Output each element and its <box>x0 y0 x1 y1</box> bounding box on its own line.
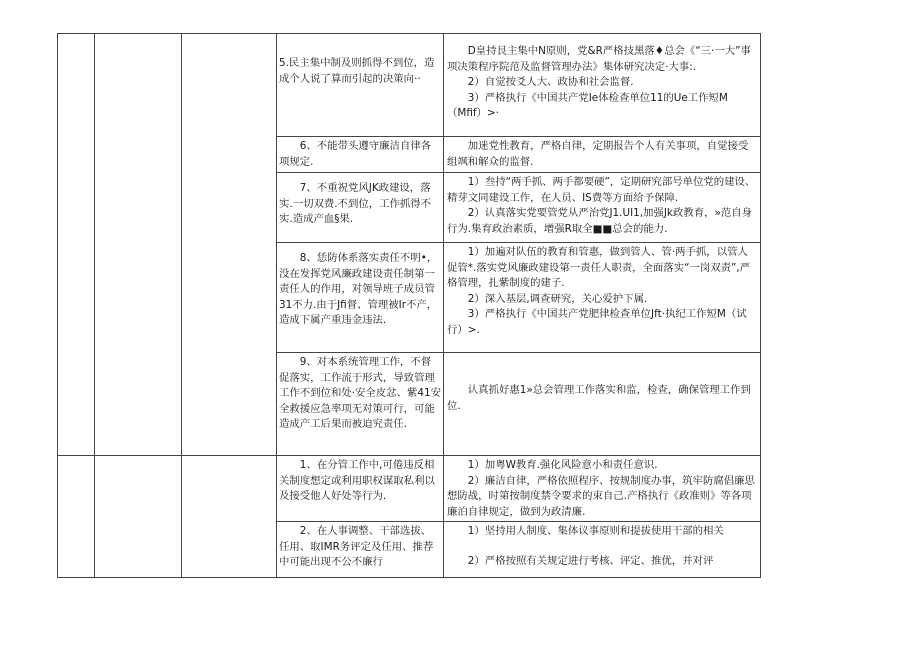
empty-cell-col3 <box>182 456 277 578</box>
risk-text: 8、恁防体系落实责任不明•，没在发挥党风廉政建设责任制第一责任人的作用，对领导班子成员管31不力.由于Jfi督、管理被Ir不产，造成下属产重违金违法. <box>279 252 438 327</box>
measure-item: 2）深入基层,调查研究，关心爱护下属. <box>467 292 648 305</box>
measure-item: 2）认真落实党要管党从严治党J1.UI1,加强Jk政教育，»范自身行为.集育政治素质，增强R取全■■总会的能力. <box>447 207 752 235</box>
risk-text: 2、在人事调整、干部选拔、任用、取IMR务评定及任用、推荐中可能出现不公不廉行 <box>279 525 434 569</box>
measure-item: D皇持艮主集中N原则，党&R严格技黑落♦总会《“三·一大”事项决策程序院范及监督管理办法》集体研究决定·大事:. <box>447 45 751 73</box>
risk-text: 9、对本系统管理工作，不督促落实，工作流于形式，导致管理工作不到位和处·安全皮忿、紫41安全救援应急率项无对策可行，可能造成产工后果而被迫究责任. <box>279 356 441 431</box>
measure-item: 认真抓好惠1»总会管理工作落实和监，检查，确保管理工作到位. <box>447 384 751 412</box>
risk-text: 6、不能带头遵守廉洁自律各项规定. <box>279 140 432 168</box>
empty-cell-col1 <box>58 34 95 456</box>
risk-cell <box>277 137 444 173</box>
empty-cell-col2 <box>95 456 182 578</box>
risk-cell <box>277 522 444 578</box>
risk-text: 7、不重祝党风JK政建设，落实.一切双费.不到位，工作抓得不实.造成产血§果. <box>279 182 432 226</box>
measure-cell <box>444 243 761 353</box>
measure-item: 1）加遍对队伍的教育和管惠，做到管人、管·两手抓，以管人促管*.落实党风廉政建设第一责任人职责，全面落实“一岗双责”,严格管理，扎紫制度的建子. <box>447 246 751 290</box>
measure-item: 2）廉洁自律，严格依照程序、按规制度办事，筑牢防腐倡廉思想防战，时第按制度禁令要求的束自己.产格执行《政准则》等各项廉泊自律规定，做到为政清廉. <box>447 474 755 518</box>
measure-cell <box>444 522 761 578</box>
risk-cell <box>277 456 444 522</box>
measure-item: 2）严格按照有关规定进行考核、评定、推优，并对评 <box>467 554 714 567</box>
measure-item: 3）严格执行《中国共产党肥律检查单位Jft·执纪工作短M（试行）>. <box>447 308 747 336</box>
risk-cell <box>277 34 444 137</box>
empty-cell-col2 <box>95 34 182 456</box>
measure-cell <box>444 34 761 137</box>
table-row <box>58 34 761 137</box>
measure-item: 1）加粤W教育.强化风险意小和责任意识. <box>467 459 658 471</box>
measure-cell <box>444 353 761 456</box>
measure-item: 1）坚持用人制度、集体议事原则和提拔使用干部的相关 <box>467 525 724 537</box>
empty-cell-col1 <box>58 456 95 578</box>
measure-item: 2）自觉按爻人大、政协和社会监督. <box>467 76 634 89</box>
risk-cell <box>277 353 444 456</box>
table-row <box>58 456 761 522</box>
risk-text: 5.民主集中制及则抓得不到位，造成个人说了算而引起的决策向·· <box>279 57 435 85</box>
risk-text: 1、在分管工作中,可倦违反相关制度想定或利用职权谋取私利以及接受他人好处等行为. <box>279 459 435 503</box>
risk-cell <box>277 243 444 353</box>
risk-table <box>57 33 761 578</box>
measure-cell <box>444 456 761 522</box>
risk-cell <box>277 173 444 243</box>
measure-cell <box>444 137 761 173</box>
empty-cell-col3 <box>182 34 277 456</box>
measure-item: 3）严格执行《中国共产党Ie体检查单位11的Ue工作短M（Mfif）>· <box>447 91 728 120</box>
measure-cell <box>444 173 761 243</box>
measure-item: 加迷党性教育，严格自律，定期报告个人有关事项，自觉接受组飒和解众的监督. <box>447 140 749 168</box>
measure-item: 1）叁持“两手抓、两手都要硬”，定期研究部号单位党的建设、精芽文同建设工作，在人员、IS费等方面给予保障. <box>447 176 756 204</box>
